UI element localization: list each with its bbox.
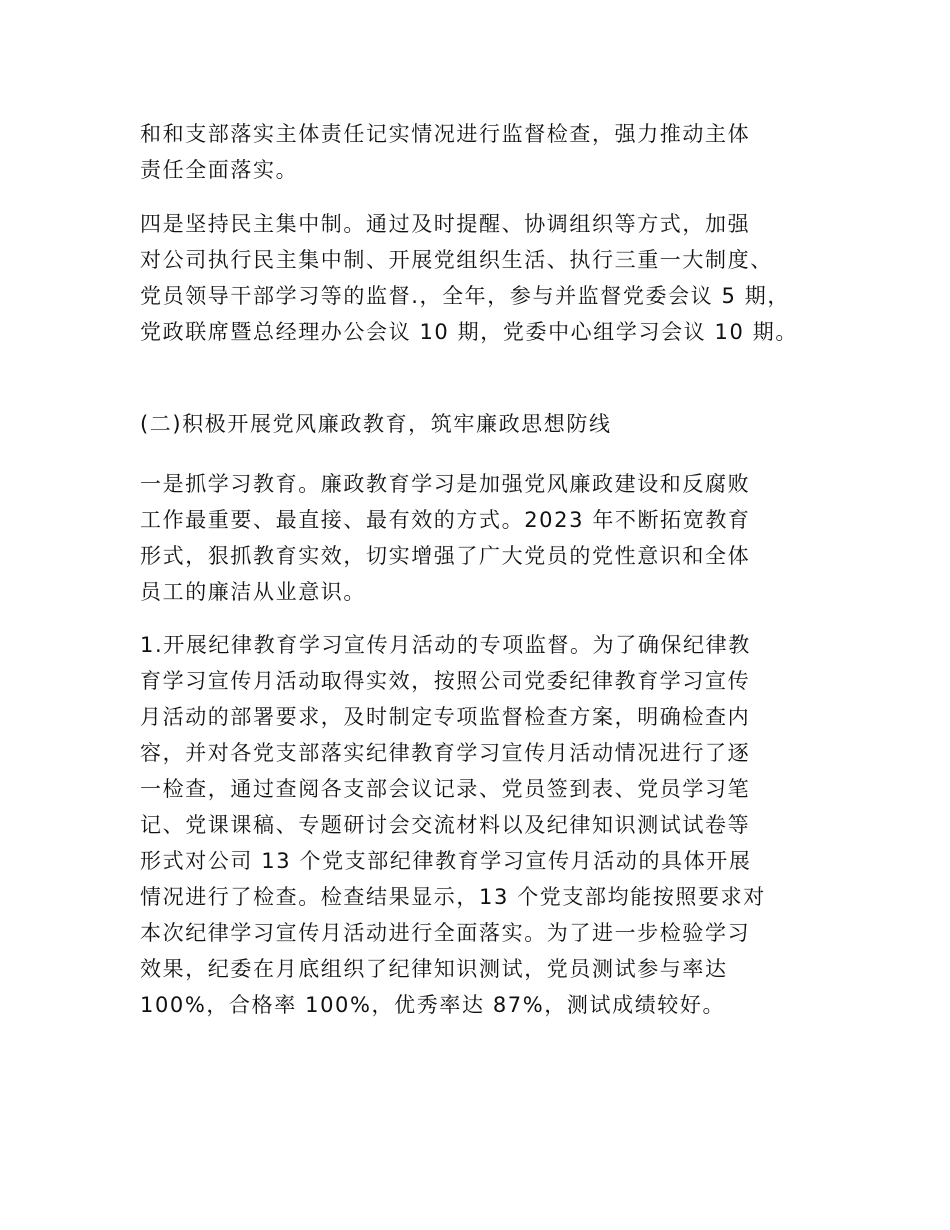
text-line: 员工的廉洁从业意识。 [140,580,366,604]
text-line: 四是坚持民主集中制。通过及时提醒、协调组织等方式，加强 [140,212,751,236]
text-line: 容，并对各党支部落实纪律教育学习宣传月活动情况进行了逐 [140,741,751,765]
text-line: (二)积极开展党风廉政教育，筑牢廉政思想防线 [140,412,612,436]
text-line: 一是抓学习教育。廉政教育学习是加强党风廉政建设和反腐败 [140,472,751,496]
text-line: 形式，狠抓教育实效，切实增强了广大党员的党性意识和全体 [140,544,751,568]
text-line: 对公司执行民主集中制、开展党组织生活、执行三重一大制度、 [140,248,773,272]
paragraph-democratic-centralism [140,206,830,350]
text-line: 100%，合格率 100%，优秀率达 87%，测试成绩较好。 [140,993,726,1017]
text-line: 党员领导干部学习等的监督.，全年，参与并监督党委会议 5 期， [140,284,790,308]
paragraph-supervision-responsibility [140,116,830,188]
text-line: 1.开展纪律教育学习宣传月活动的专项监督。为了确保纪律教 [140,633,751,657]
text-line: 工作最重要、最直接、最有效的方式。2023 年不断拓宽教育 [140,508,751,532]
paragraph-study-education [140,466,830,610]
text-line: 责任全面落实。 [140,158,299,182]
text-line: 情况进行了检查。检查结果显示，13 个党支部均能按照要求对 [140,885,766,909]
text-line: 效果，纪委在月底组织了纪律知识测试，党员测试参与率达 [140,957,728,981]
text-line: 党政联席暨总经理办公会议 10 期，党委中心组学习会议 10 期。 [140,320,798,344]
text-line: 月活动的部署要求，及时制定专项监督检查方案，明确检查内 [140,705,751,729]
text-line: 育学习宣传月活动取得实效，按照公司党委纪律教育学习宣传 [140,669,751,693]
text-line: 和和支部落实主体责任记实情况进行监督检查，强力推动主体 [140,122,751,146]
paragraph-discipline-month [140,627,830,1023]
text-line: 本次纪律学习宣传月活动进行全面落实。为了进一步检验学习 [140,921,751,945]
text-line: 形式对公司 13 个党支部纪律教育学习宣传月活动的具体开展 [140,849,752,873]
text-line: 一检查，通过查阅各支部会议记录、党员签到表、党员学习笔 [140,777,751,801]
section-heading [140,406,830,442]
text-line: 记、党课课稿、专题研讨会交流材料以及纪律知识测试试卷等 [140,813,751,837]
